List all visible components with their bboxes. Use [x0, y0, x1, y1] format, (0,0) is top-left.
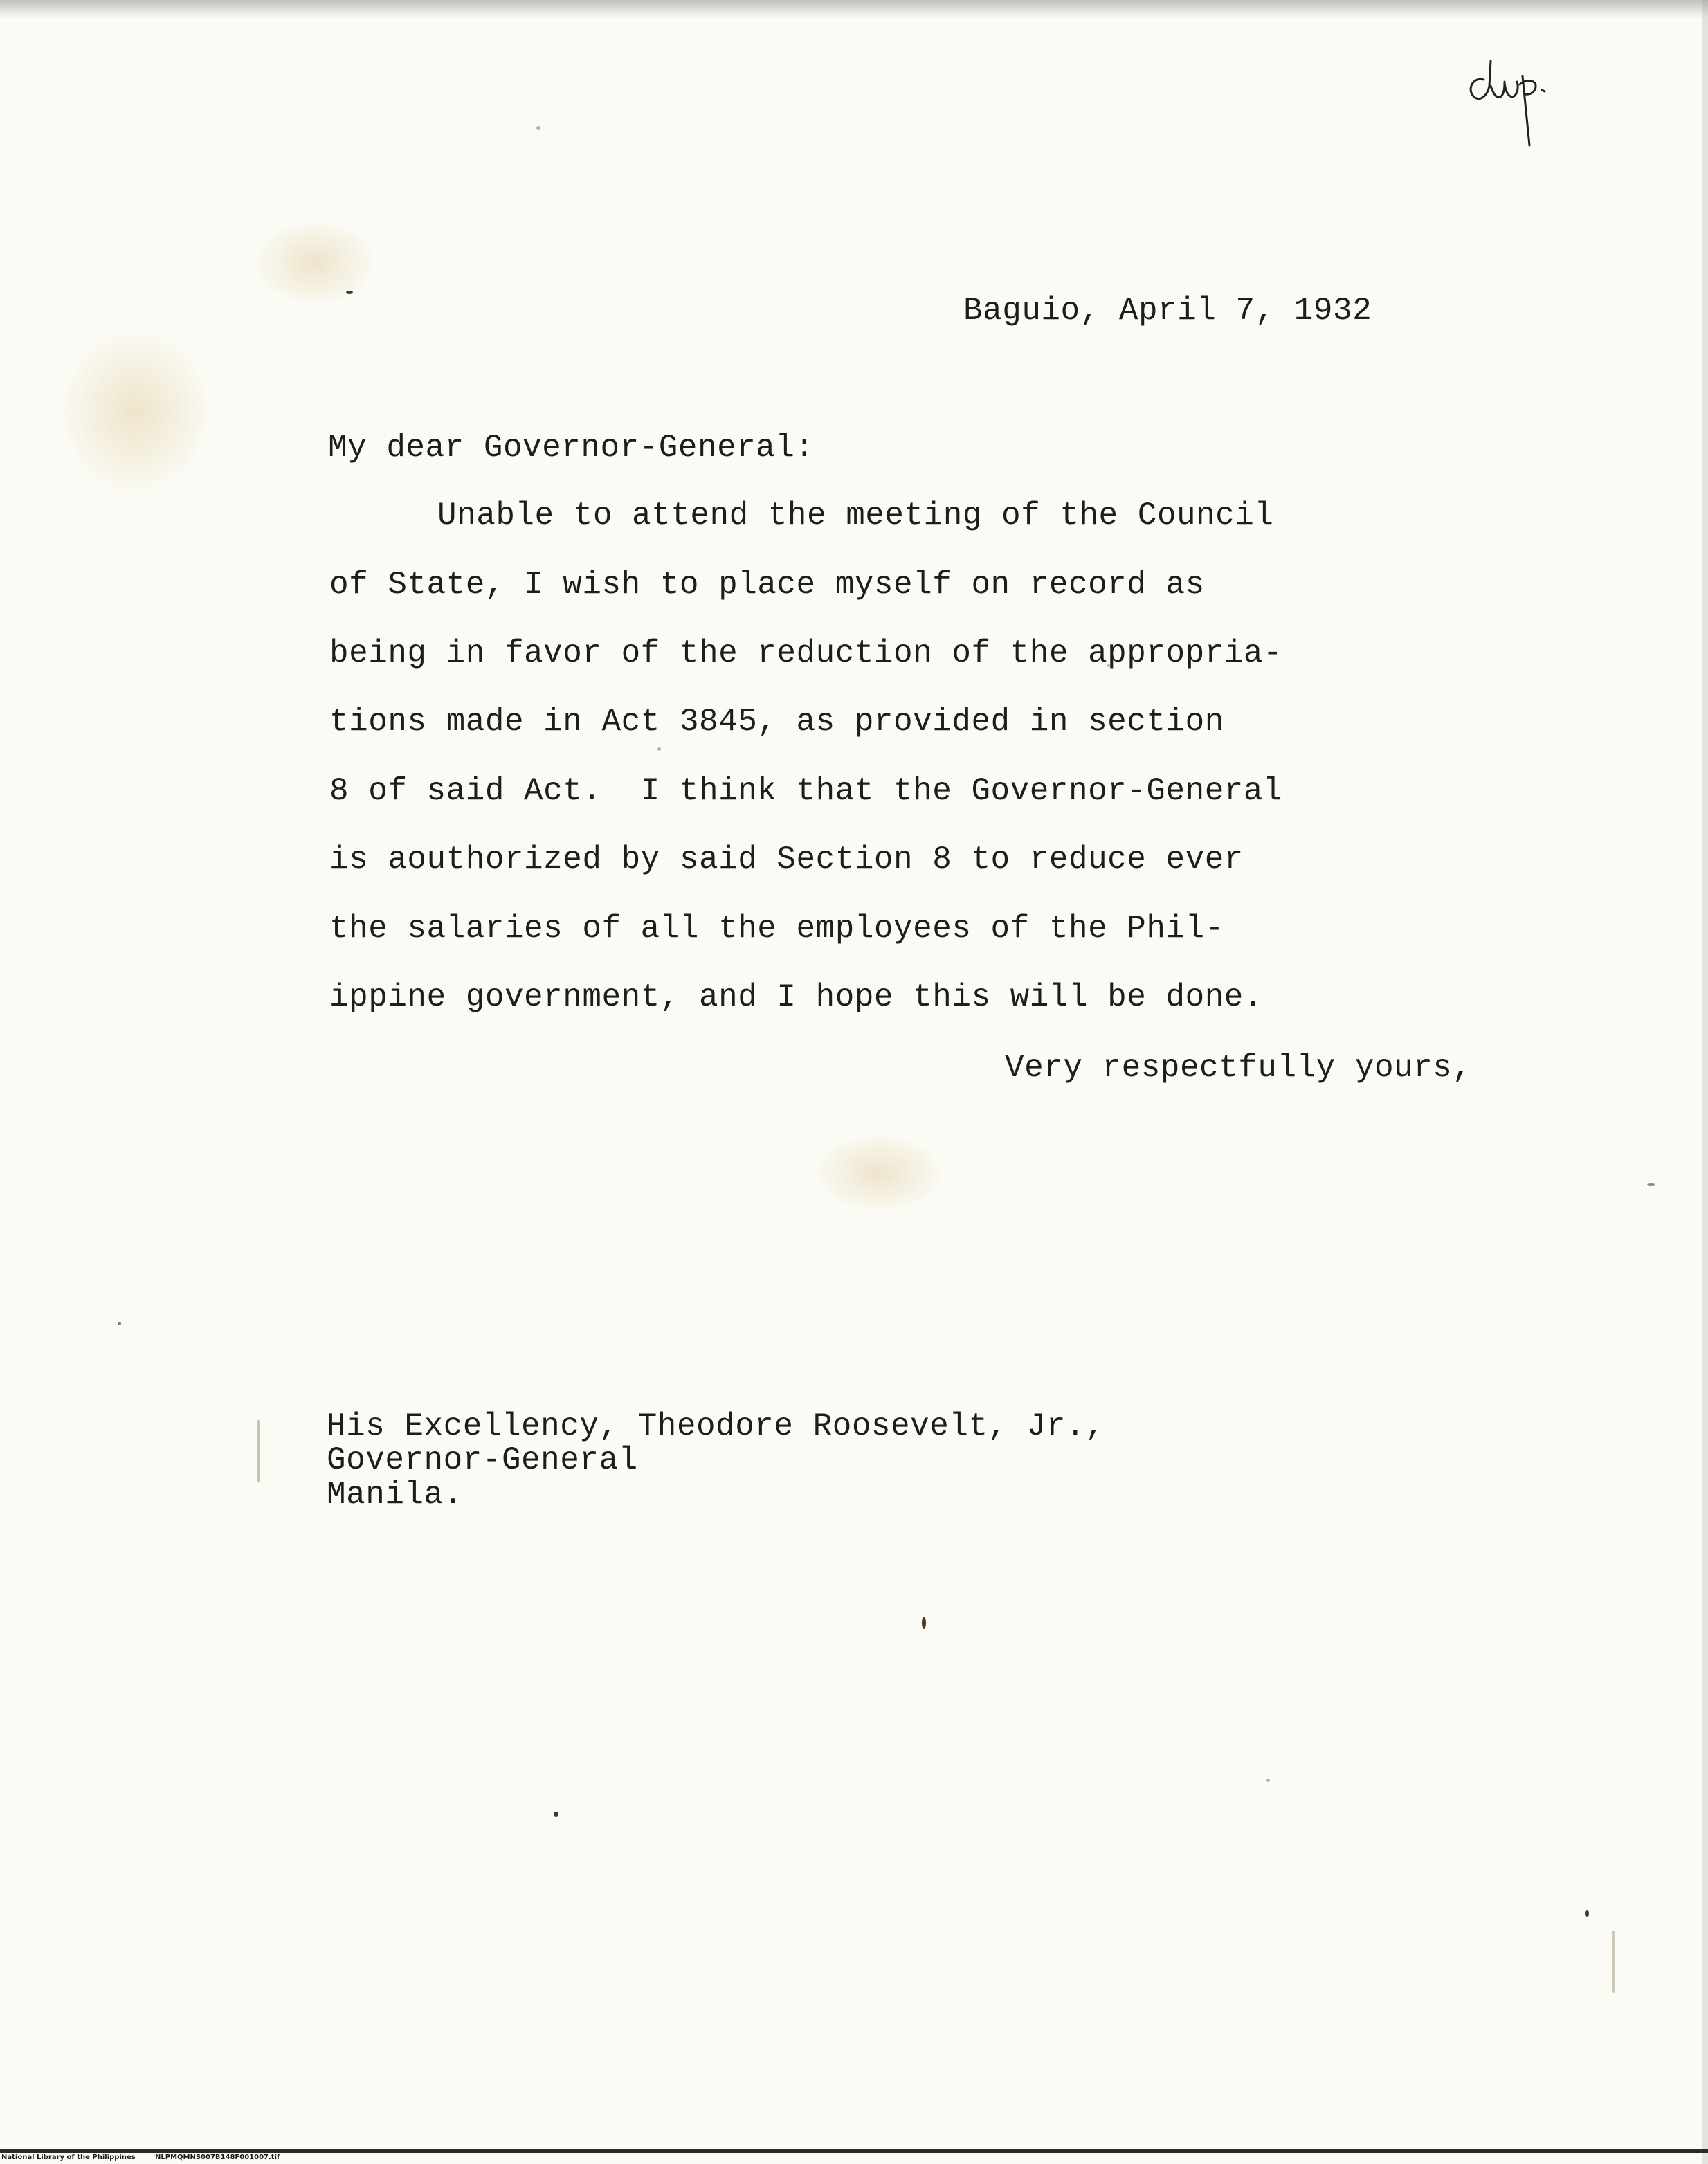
paper-speck	[657, 747, 661, 751]
dateline: Baguio, April 7, 1932	[963, 293, 1372, 329]
paper-stain	[817, 1135, 941, 1211]
paper-stain	[62, 332, 208, 491]
paper-speck	[922, 1617, 926, 1629]
body-line: ippine government, and I hope this will be done.	[329, 979, 1264, 1015]
salutation: My dear Governor-General:	[328, 430, 815, 466]
body-line: of State, I wish to place myself on record as	[329, 567, 1205, 603]
body-line: is aouthorized by said Section 8 to reduce ever	[329, 842, 1244, 878]
paper-speck	[257, 1420, 260, 1482]
body-line: being in favor of the reduction of the appropria-	[329, 635, 1283, 671]
paper-speck	[1585, 1910, 1589, 1917]
paper-speck	[346, 291, 353, 294]
addressee-line: Manila.	[327, 1477, 463, 1513]
paper-speck	[1612, 1931, 1615, 1993]
body-line: 8 of said Act. I think that the Governor-General	[329, 773, 1283, 809]
paper-stain	[256, 221, 374, 304]
paper-speck	[1647, 1183, 1655, 1186]
addressee-line: His Excellency, Theodore Roosevelt, Jr.,	[327, 1408, 1105, 1444]
body-line: tions made in Act 3845, as provided in section	[329, 704, 1224, 740]
paper-speck	[1266, 1779, 1270, 1782]
complimentary-close: Very respectfully yours,	[1005, 1050, 1472, 1086]
body-line: the salaries of all the employees of the Phil-	[329, 911, 1224, 947]
paper-speck	[118, 1322, 121, 1325]
addressee-line: Governor-General	[327, 1442, 638, 1478]
file-id-label: NLPMQMNS007B148F001007.tif	[155, 2154, 280, 2161]
scan-bottom-border	[0, 2149, 1708, 2153]
archive-label: National Library of the Philippines	[1, 2154, 136, 2161]
body-line: Unable to attend the meeting of the Council	[437, 498, 1274, 534]
paper-speck	[554, 1812, 558, 1817]
scan-right-edge	[1702, 0, 1708, 2164]
paper-speck	[536, 126, 540, 130]
handwritten-notation-icon	[1460, 48, 1578, 152]
scan-top-shadow	[0, 0, 1708, 18]
